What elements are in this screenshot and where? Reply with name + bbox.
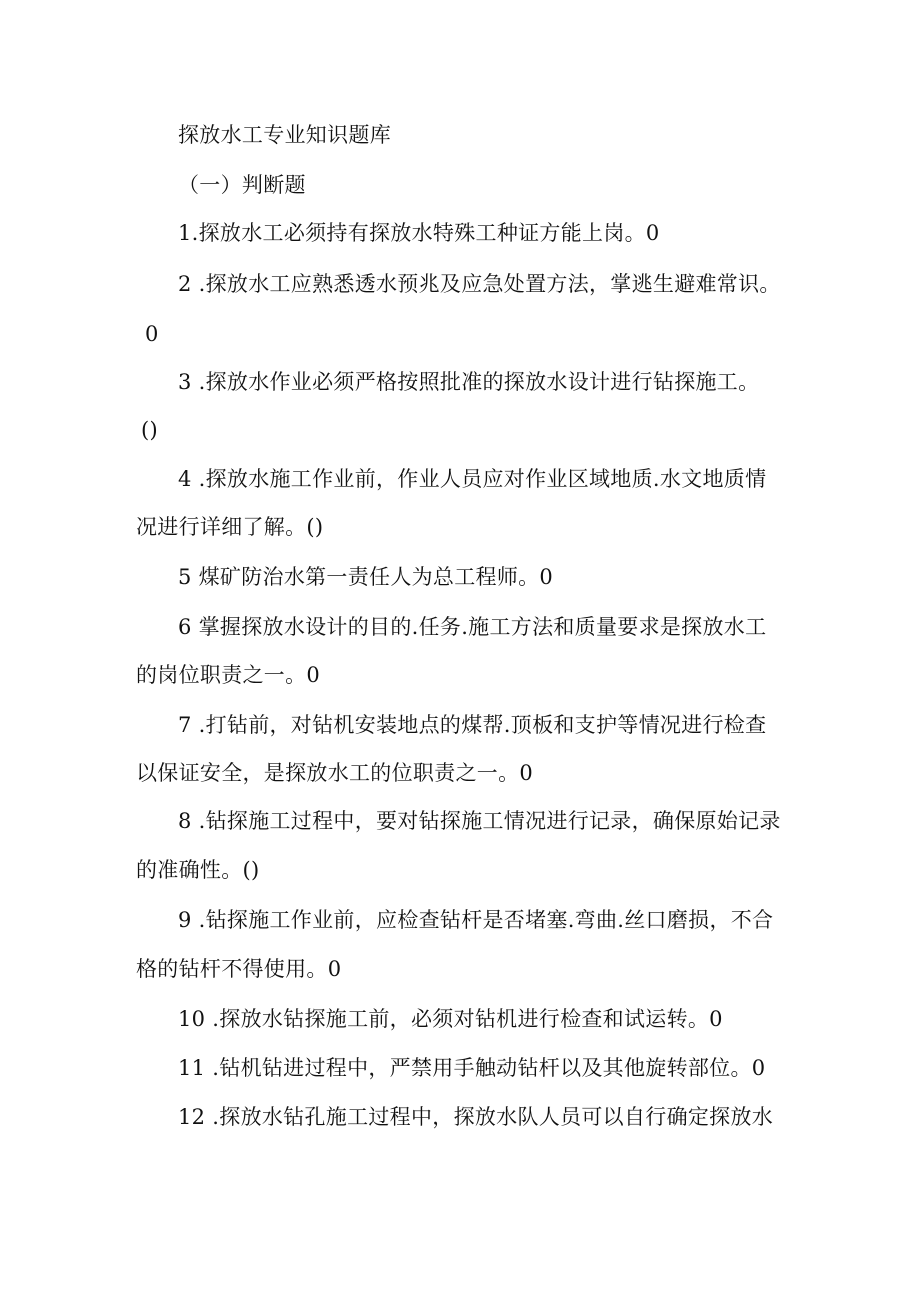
question-7-line-2: 以保证安全，是探放水工的位职责之一。0 <box>136 761 534 785</box>
section-heading: （一）判断题 <box>178 173 306 197</box>
question-6-line-1: 6 掌握探放水设计的目的.任务.施工方法和质量要求是探放水工 <box>178 615 767 639</box>
question-8-line-2: 的准确性。() <box>136 858 260 882</box>
question-6-line-2: 的岗位职责之一。0 <box>136 663 321 687</box>
question-5-line-1: 5 煤矿防治水第一责任人为总工程师。0 <box>178 565 554 589</box>
document-title: 探放水工专业知识题库 <box>178 123 391 147</box>
question-2-line-2: 0 <box>145 322 159 346</box>
question-4-line-2: 况进行详细了解。() <box>136 515 324 539</box>
question-9-line-2: 格的钻杆不得使用。0 <box>136 957 342 981</box>
question-2-line-1: 2 .探放水工应熟悉透水预兆及应急处置方法，掌逃生避难常识。 <box>178 272 781 296</box>
question-12-line-1: 12 .探放水钻孔施工过程中，探放水队人员可以自行确定探放水 <box>178 1105 774 1129</box>
question-3-line-2: () <box>141 418 158 442</box>
question-1-line-1: 1.探放水工必须持有探放水特殊工种证方能上岗。0 <box>178 221 660 245</box>
question-3-line-1: 3 .探放水作业必须严格按照批准的探放水设计进行钻探施工。 <box>178 370 760 394</box>
question-11-line-1: 11 .钻机钻进过程中，严禁用手触动钻杆以及其他旋转部位。0 <box>178 1056 766 1080</box>
question-4-line-1: 4 .探放水施工作业前，作业人员应对作业区域地质.水文地质情 <box>178 467 767 491</box>
question-10-line-1: 10 .探放水钻探施工前，必须对钻机进行检查和试运转。0 <box>178 1007 723 1031</box>
question-8-line-1: 8 .钻探施工过程中，要对钻探施工情况进行记录，确保原始记录 <box>178 809 781 833</box>
question-9-line-1: 9 .钻探施工作业前，应检查钻杆是否堵塞.弯曲.丝口磨损，不合 <box>178 908 774 932</box>
question-7-line-1: 7 .打钻前，对钻机安装地点的煤帮.顶板和支护等情况进行检查 <box>178 713 767 737</box>
